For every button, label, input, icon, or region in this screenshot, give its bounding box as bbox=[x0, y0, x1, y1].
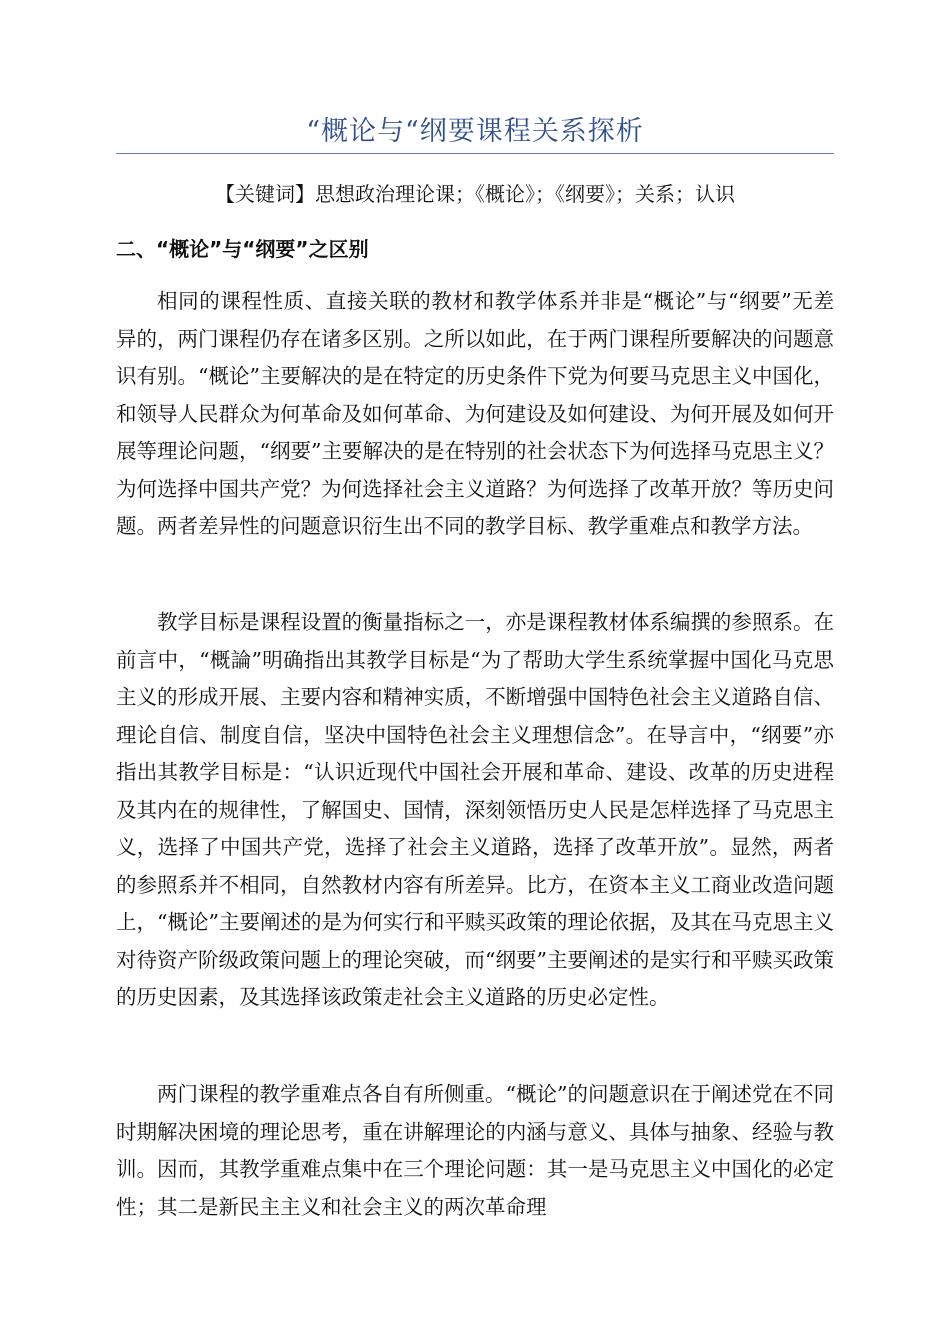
section-heading: 二、“概论”与“纲要”之区别 bbox=[116, 237, 369, 261]
keywords-line: 【关键词】思想政治理论课；《概论》；《纲要》；关系；认识 bbox=[215, 182, 735, 206]
paragraph: 两门课程的教学重难点各自有所侧重。“概论”的问题意识在于阐述党在不同时期解决困境的理论思考，重在讲解理论的内涵与意义、具体与抽象、经验与教训。因而，其教学重难点集中在三个理论问题：其一是马克思主义中国化的必定性；其二是新民主主义和社会主义的两次革命理 bbox=[116, 1082, 834, 1219]
paragraph: 相同的课程性质、直接关联的教材和教学体系并非是“概论”与“纲要”无差异的，两门课程仍存在诸多区别。之所以如此，在于两门课程所要解决的问题意识有别。“概论”主要解决的是在特定的历史条件下党为何要马克思主义中国化，和领导人民群众为何革命及如何革命、为何建设及如何建设、为何开展及如何开展等理论问题，“纲要”主要解决的是在特别的社会状态下为何选择马克思主义？为何选择中国共产党？为何选择社会主义道路？为何选择了改革开放？等历史问题。两者差异性的问题意识衍生出不同的教学目标、教学重难点和教学方法。 bbox=[116, 289, 834, 538]
paragraph: 教学目标是课程设置的衡量指标之一，亦是课程教材体系编撰的参照系。在前言中，“概論”明确指出其教学目标是“为了帮助大学生系统掌握中国化马克思主义的形成开展、主要内容和精神实质，不断增强中国特色社会主义道路自信、理论自信、制度自信，坚决中国特色社会主义理想信念”。在导言中，“纲要”亦指出其教学目标是：“认识近现代中国社会开展和革命、建设、改革的历史进程及其内在的规律性，了解国史、国情，深刻领悟历史人民是怎样选择了马克思主义，选择了中国共产党，选择了社会主义道路，选择了改革开放”。显然，两者的参照系并不相同，自然教材内容有所差异。比方，在资本主义工商业改造问题上，“概论”主要阐述的是为何实行和平赎买政策的理论依据，及其在马克思主义对待资产阶级政策问题上的理论突破，而“纲要”主要阐述的是实行和平赎买政策的历史因素，及其选择该政策走社会主义道路的历史必定性。 bbox=[116, 610, 834, 1009]
title-underline bbox=[116, 153, 834, 154]
document-title: “概论与“纲要课程关系探析 bbox=[306, 116, 644, 147]
